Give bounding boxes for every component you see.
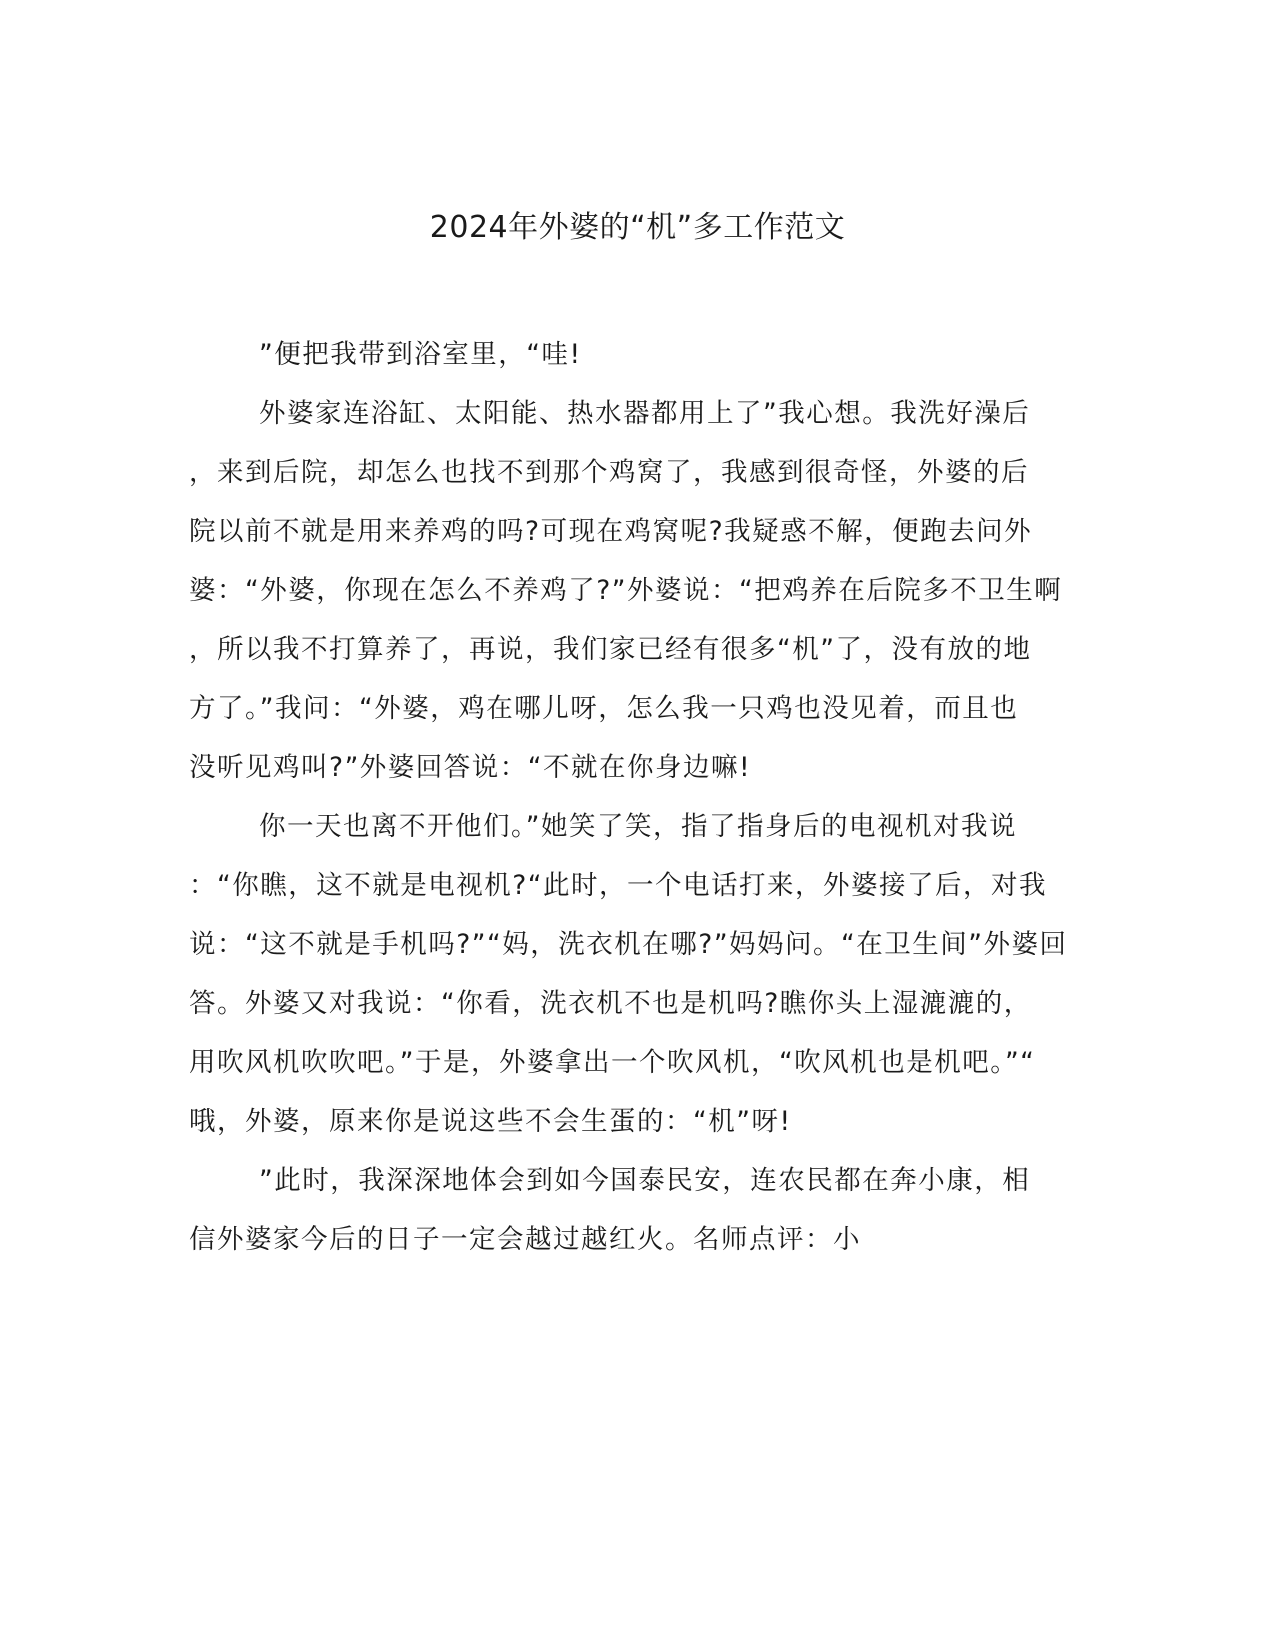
paragraph-line: 你一天也离不开他们。”她笑了笑，指了指身后的电视机对我说: [259, 811, 1017, 842]
paragraph-line: 答。外婆又对我说：“你看，洗衣机不也是机吗?瞧你头上湿漉漉的，: [189, 988, 1032, 1019]
paragraph-line: 外婆家连浴缸、太阳能、热水器都用上了”我心想。我洗好澡后: [259, 398, 1031, 429]
document-body: [189, 325, 1089, 1269]
paragraph-line: ”此时，我深深地体会到如今国泰民安，连农民都在奔小康，相: [259, 1165, 1031, 1196]
paragraph-line: 信外婆家今后的日子一定会越过越红火。名师点评：小: [189, 1224, 861, 1255]
paragraph-line: 院以前不就是用来养鸡的吗?可现在鸡窝呢?我疑惑不解，便跑去问外: [189, 516, 1033, 547]
paragraph-line: 方了。”我问：“外婆，鸡在哪儿呀，怎么我一只鸡也没见着，而且也: [189, 693, 1019, 724]
paragraph-line: 哦，外婆，原来你是说这些不会生蛋的：“机”呀!: [189, 1106, 792, 1137]
document-title: 2024年外婆的“机”多工作范文: [429, 210, 846, 245]
paragraph-line: ，来到后院，却怎么也找不到那个鸡窝了，我感到很奇怪，外婆的后: [189, 457, 1029, 488]
paragraph-line: ”便把我带到浴室里，“哇!: [259, 339, 582, 370]
paragraph-line: 用吹风机吹吹吧。”于是，外婆拿出一个吹风机，“吹风机也是机吧。”“: [189, 1047, 1036, 1078]
paragraph-line: ，所以我不打算养了，再说，我们家已经有很多“机”了，没有放的地: [189, 634, 1032, 665]
paragraph-line: 说：“这不就是手机吗?”“妈，洗衣机在哪?”妈妈问。“在卫生间”外婆回: [189, 929, 1068, 960]
paragraph-line: ：“你瞧，这不就是电视机?“此时，一个电话打来，外婆接了后，对我: [189, 870, 1048, 901]
paragraph-line: 没听见鸡叫?”外婆回答说：“不就在你身边嘛!: [189, 752, 752, 783]
paragraph-line: 婆：“外婆，你现在怎么不养鸡了?”外婆说：“把鸡养在后院多不卫生啊: [189, 575, 1063, 606]
